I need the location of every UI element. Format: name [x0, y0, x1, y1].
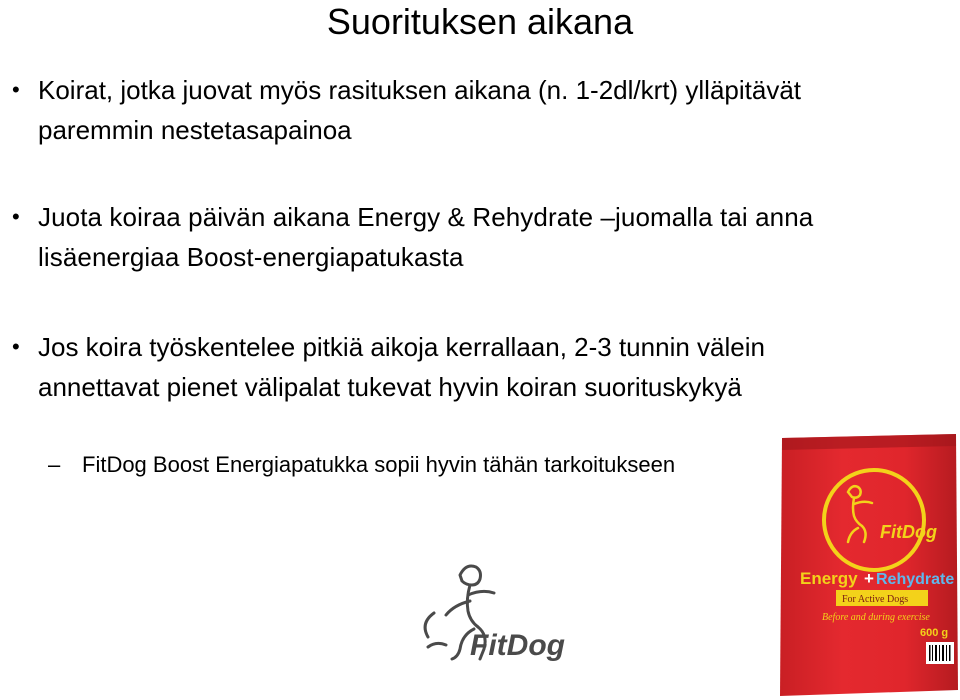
- product-package: [776, 432, 960, 700]
- bullet-item: [12, 327, 838, 407]
- package-weight: 600 g: [920, 627, 949, 639]
- bullet-text: Jos koira työskentelee pitkiä aikoja kerrallaan, 2-3 tunnin välein annettavat pienet välipalat tukevat hyvin koiran suorituskykyä: [38, 332, 765, 402]
- package-product-name-1: Energy: [800, 569, 858, 588]
- bullet-dot-icon: •: [12, 334, 20, 359]
- logo-wordmark: FitDog: [470, 629, 565, 662]
- package-barcode-icon: [926, 642, 954, 664]
- bullet-item: [12, 197, 838, 277]
- dash-icon: –: [48, 452, 61, 477]
- package-brand: FitDog: [880, 522, 937, 542]
- fitdog-logo: [412, 555, 565, 685]
- package-product-plus: +: [864, 569, 874, 588]
- package-subtitle: Before and during exercise: [822, 612, 930, 623]
- sub-bullet-item: [48, 448, 782, 482]
- package-product-name-2: Rehydrate: [876, 571, 955, 588]
- bullet-item: [12, 70, 828, 150]
- slide-title: Suorituksen aikana: [326, 1, 634, 42]
- bullet-dot-icon: •: [12, 77, 20, 102]
- bullet-text: Juota koiraa päivän aikana Energy & Rehydrate –juomalla tai anna lisäenergiaa Boost-energiapatukasta: [38, 202, 814, 272]
- sub-bullet-text: FitDog Boost Energiapatukka sopii hyvin tähän tarkoitukseen: [82, 452, 676, 477]
- bullet-text: Koirat, jotka juovat myös rasituksen aikana (n. 1-2dl/krt) ylläpitävät paremmin nestetasapainoa: [38, 75, 802, 145]
- package-tagline: For Active Dogs: [842, 594, 909, 605]
- bullet-dot-icon: •: [12, 204, 20, 229]
